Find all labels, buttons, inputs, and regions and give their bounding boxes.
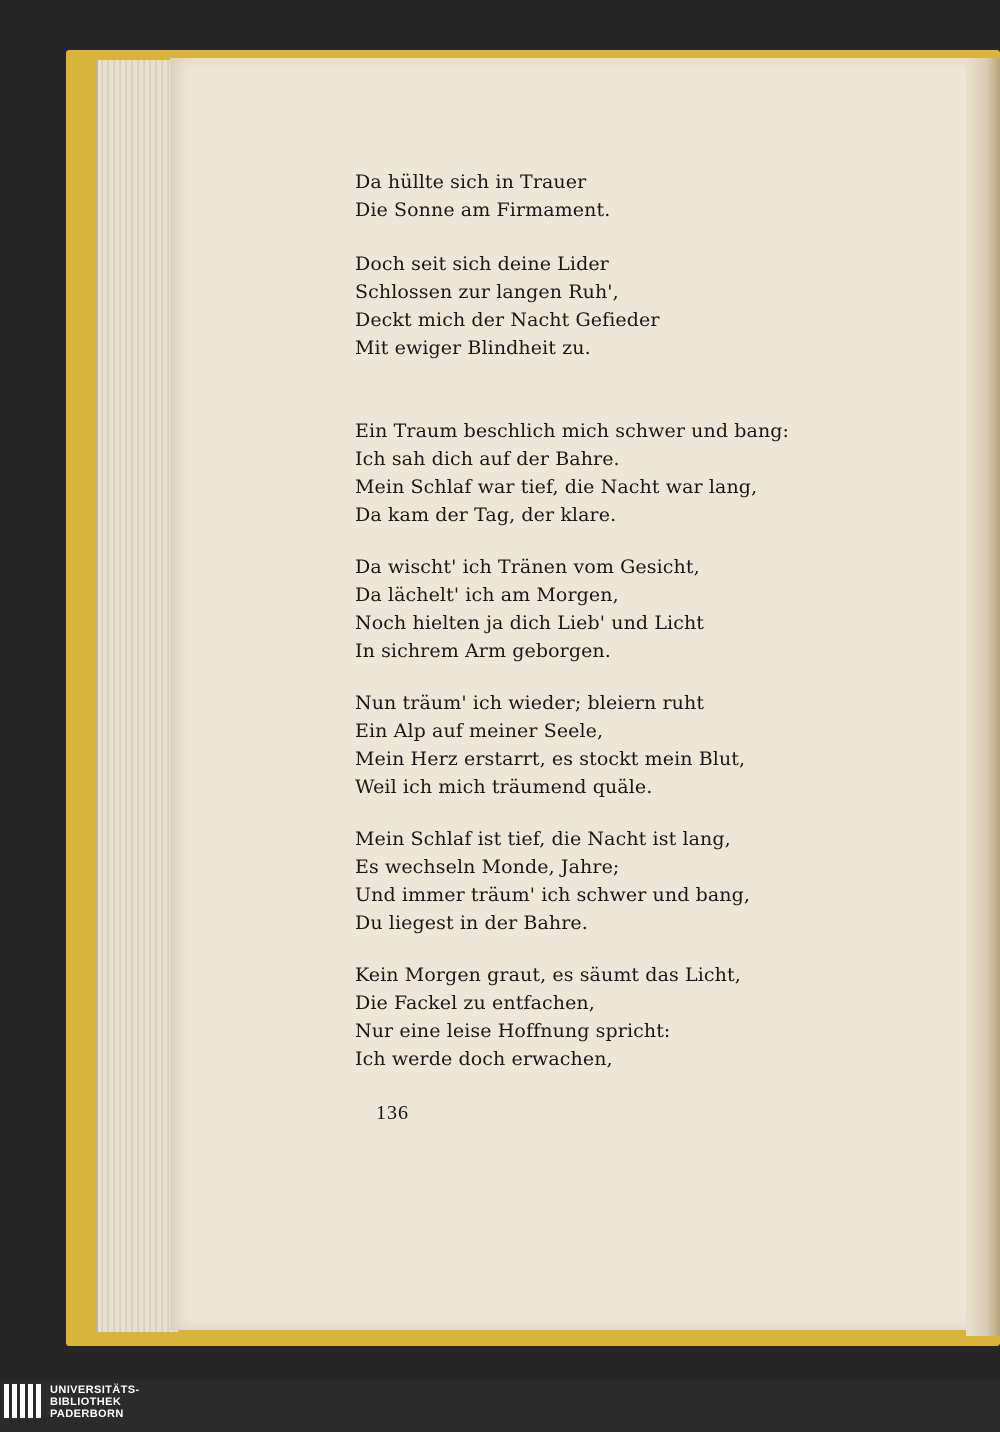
poem-line: Doch seit sich deine Lider	[355, 253, 609, 275]
poem-line: In sichrem Arm geborgen.	[355, 640, 611, 662]
page-number: 136	[376, 1102, 409, 1124]
poem-line: Mit ewiger Blindheit zu.	[355, 337, 591, 359]
logo-line: BIBLIOTHEK	[50, 1396, 122, 1408]
footer-bar	[0, 1380, 1000, 1432]
logo-line: PADERBORN	[50, 1408, 124, 1420]
library-logo-text	[50, 1384, 140, 1420]
poem-line: Ich werde doch erwachen,	[355, 1048, 613, 1070]
poem-line: Mein Schlaf war tief, die Nacht war lang,	[355, 476, 758, 498]
poem-line: Weil ich mich träumend quäle.	[355, 776, 653, 798]
poem-line: Nun träum' ich wieder; bleiern ruht	[355, 692, 705, 714]
logo-line: UNIVERSITÄTS-	[50, 1384, 140, 1396]
poem-line: Ein Alp auf meiner Seele,	[355, 720, 604, 742]
poem-line: Da kam der Tag, der klare.	[355, 504, 617, 526]
poem-text	[355, 168, 790, 1073]
poem-line: Schlossen zur langen Ruh',	[355, 281, 619, 303]
stanza	[355, 250, 785, 362]
page-stack-edges	[96, 60, 178, 1332]
stanza	[355, 553, 785, 665]
poem-line: Mein Schlaf ist tief, die Nacht ist lang,	[355, 828, 731, 850]
stanza	[355, 961, 785, 1073]
stanza	[355, 825, 785, 937]
poem-line: Noch hielten ja dich Lieb' und Licht	[355, 612, 705, 634]
poem-line: Du liegest in der Bahre.	[355, 912, 588, 934]
library-logo-icon	[4, 1384, 46, 1426]
poem-line: Da lächelt' ich am Morgen,	[355, 584, 619, 606]
poem-line: Da hüllte sich in Trauer	[355, 171, 587, 193]
stanza	[355, 417, 790, 529]
poem-line: Und immer träum' ich schwer und bang,	[355, 884, 751, 906]
poem-line: Die Sonne am Firmament.	[355, 199, 611, 221]
poem-line: Kein Morgen graut, es säumt das Licht,	[355, 964, 741, 986]
facing-page-edge	[966, 58, 1000, 1336]
poem-line: Es wechseln Monde, Jahre;	[355, 856, 620, 878]
poem-line: Ein Traum beschlich mich schwer und bang:	[355, 420, 790, 442]
poem-line: Deckt mich der Nacht Gefieder	[355, 309, 660, 331]
poem-line: Mein Herz erstarrt, es stockt mein Blut,	[355, 748, 746, 770]
poem-line: Da wischt' ich Tränen vom Gesicht,	[355, 556, 700, 578]
stanza	[355, 689, 785, 801]
poem-line: Nur eine leise Hoffnung spricht:	[355, 1020, 671, 1042]
stanza	[355, 168, 785, 224]
poem-line: Die Fackel zu entfachen,	[355, 992, 595, 1014]
poem-line: Ich sah dich auf der Bahre.	[355, 448, 620, 470]
